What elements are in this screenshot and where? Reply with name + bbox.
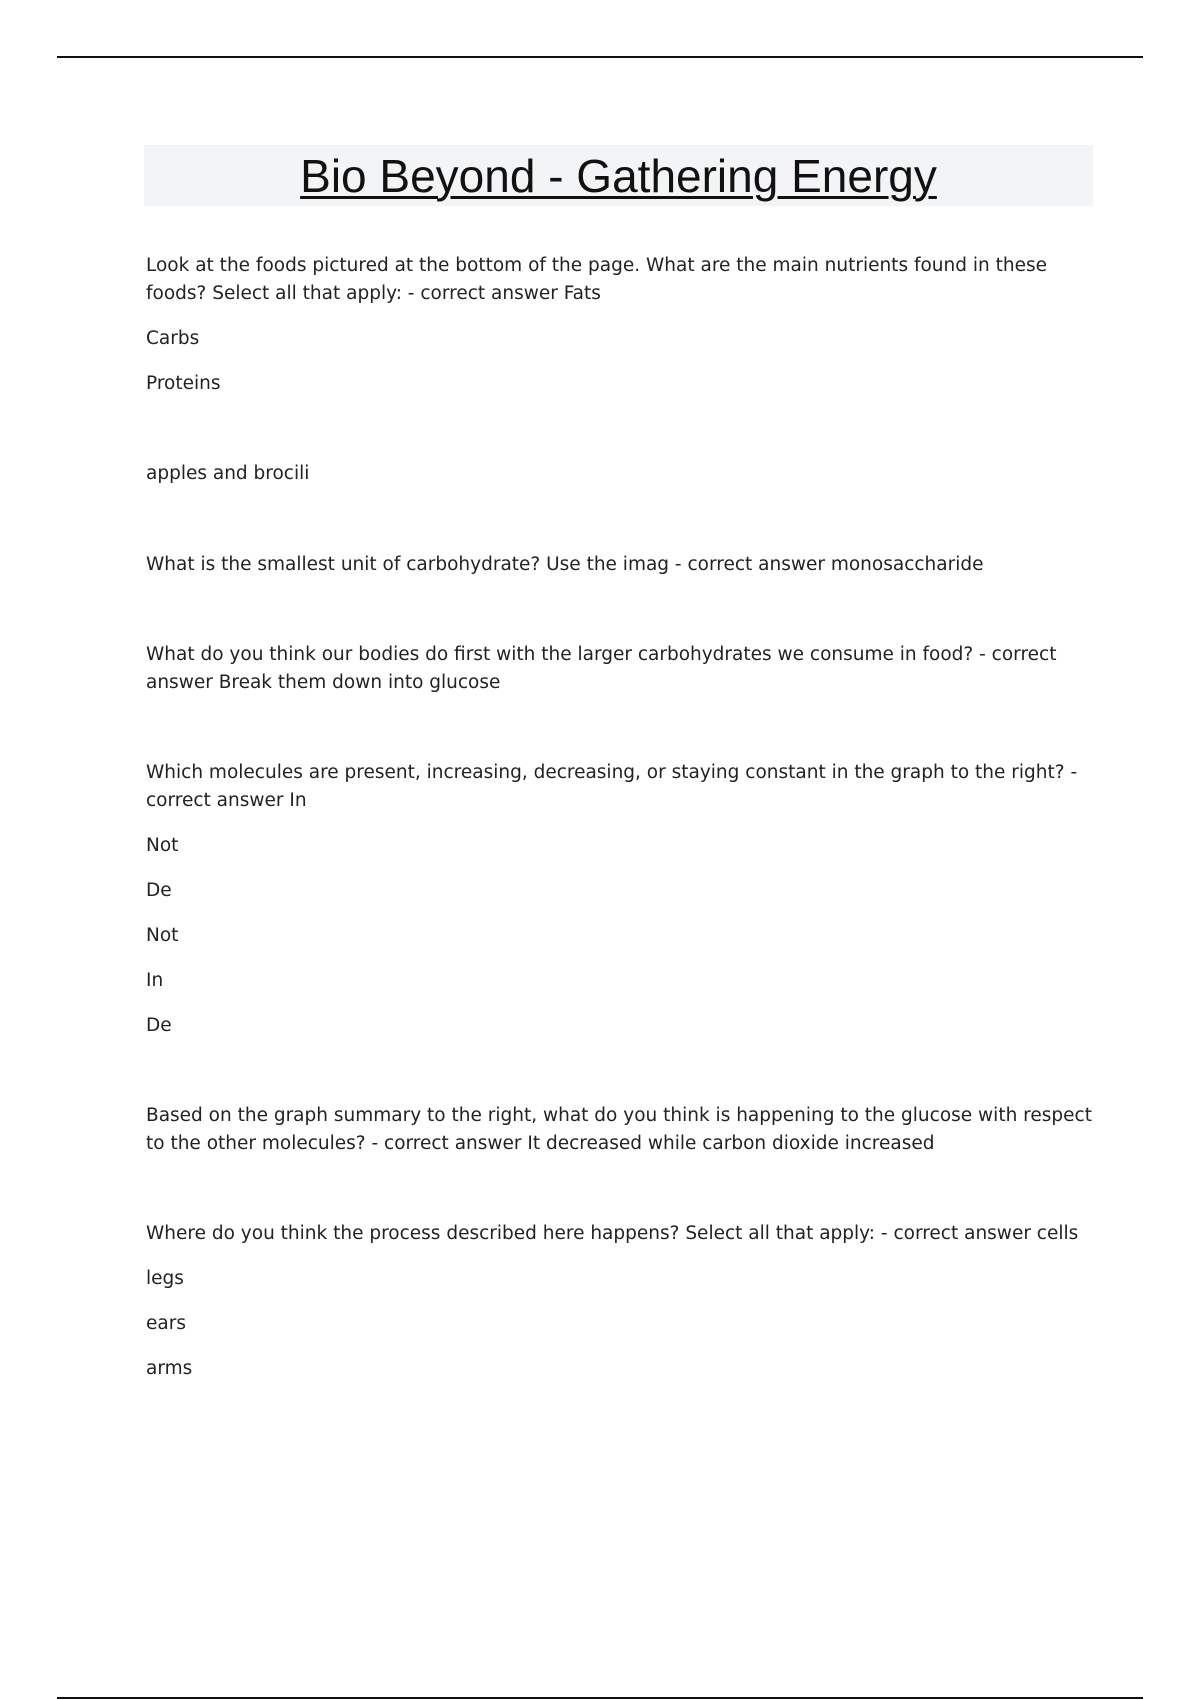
question-text: What do you think our bodies do first with the larger carbohydrates we consume in food? - correct answer Break them down into glucose: [146, 644, 1057, 693]
question-block: [146, 759, 1101, 1040]
question-text: Look at the foods pictured at the bottom of the page. What are the main nutrients found in these foods? Select all that apply: - correct answer Fats: [146, 255, 1047, 304]
answer-item: De: [146, 880, 172, 901]
footer-rule: [57, 1697, 1143, 1699]
question-text: Based on the graph summary to the right, what do you think is happening to the glucose with respect to the other molecules? - correct answer It decreased while carbon dioxide increased: [146, 1105, 1092, 1154]
question-text: What is the smallest unit of carbohydrate? Use the imag - correct answer monosaccharide: [146, 554, 984, 575]
answer-item: Not: [146, 835, 179, 856]
question-text: Where do you think the process described here happens? Select all that apply: - correct answer cells: [146, 1223, 1079, 1244]
question-text: Which molecules are present, increasing, decreasing, or staying constant in the graph to the right? - correct answer In: [146, 762, 1078, 811]
header-rule: [57, 56, 1143, 58]
question-block: [146, 460, 1101, 488]
answer-item: De: [146, 1015, 172, 1036]
answer-item: arms: [146, 1358, 193, 1379]
answer-item: ears: [146, 1313, 186, 1334]
document-title: Bio Beyond - Gathering Energy: [300, 149, 937, 202]
question-text: apples and brocili: [146, 463, 310, 484]
title-band: [144, 145, 1093, 206]
answer-item: Proteins: [146, 373, 221, 394]
answer-item: Carbs: [146, 328, 200, 349]
answer-item: Not: [146, 925, 179, 946]
document-body: [146, 252, 1101, 1383]
question-block: [146, 551, 1101, 579]
answer-item: legs: [146, 1268, 184, 1289]
question-block: [146, 1102, 1101, 1158]
question-block: [146, 252, 1101, 398]
question-block: [146, 641, 1101, 697]
answer-item: In: [146, 970, 164, 991]
question-block: [146, 1220, 1101, 1383]
